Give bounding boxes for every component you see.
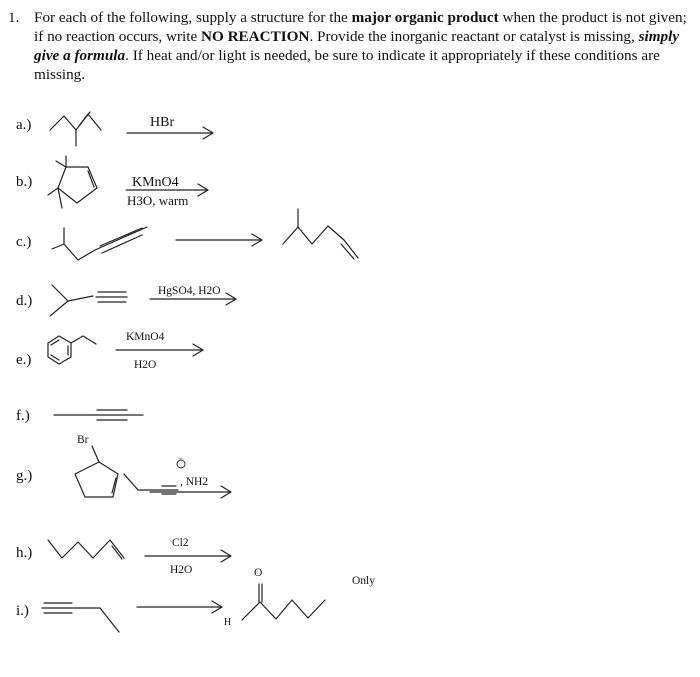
emphasis-formula: simply give a formula xyxy=(34,28,680,64)
question-number: 1. xyxy=(8,9,20,26)
part-i-note: Only xyxy=(352,575,375,587)
question-text-2: when the product is not given; if no reaction occurs, write xyxy=(34,9,687,45)
part-e-arrow xyxy=(116,344,203,356)
part-b-arrow xyxy=(126,184,208,196)
part-c-label: c.) xyxy=(16,234,32,250)
part-d-arrow xyxy=(150,293,236,305)
part-g-reactant-structure xyxy=(75,446,118,497)
question-text-1: For each of the following, supply a structure for the xyxy=(34,9,352,26)
part-g-alkyne-structure xyxy=(124,460,185,494)
part-i-reactant-structure xyxy=(42,603,119,632)
part-h-reactant-structure xyxy=(48,540,124,559)
part-i-oxygen-atom: O xyxy=(254,567,263,579)
part-c-product-structure xyxy=(283,209,358,259)
part-i-product-structure xyxy=(242,584,325,620)
part-e-reagent-bottom: H2O xyxy=(134,359,157,371)
part-g-substituent: Br xyxy=(77,434,89,446)
part-a-reactant-structure xyxy=(50,112,101,146)
part-h-reagent-top: Cl2 xyxy=(172,537,189,549)
part-i-hydrogen-atom: H xyxy=(224,617,232,628)
part-f-reactant-structure xyxy=(54,410,143,420)
part-f-label: f.) xyxy=(16,408,30,424)
part-i-arrow xyxy=(137,601,222,613)
part-b-reagent-top: KMnO4 xyxy=(132,175,179,190)
part-a-label: a.) xyxy=(16,117,32,133)
part-a-reagent: HBr xyxy=(150,115,175,130)
part-g-arrow xyxy=(150,486,231,498)
part-b-reactant-structure xyxy=(48,156,97,208)
emphasis-major-product: major organic product xyxy=(351,9,499,26)
part-e-label: e.) xyxy=(16,352,32,368)
part-h-arrow xyxy=(145,550,231,562)
part-e-reactant-structure xyxy=(48,336,96,364)
part-a-arrow xyxy=(127,127,213,139)
part-c-arrow xyxy=(176,234,262,246)
part-b-reagent-bottom: H3O, warm xyxy=(127,193,189,208)
part-i-label: i.) xyxy=(16,603,29,619)
part-d-reagent: HgSO4, H2O xyxy=(158,285,221,297)
part-b-label: b.) xyxy=(16,174,33,190)
part-g-charge: − xyxy=(178,453,184,463)
part-h-reagent-bottom: H2O xyxy=(170,564,193,576)
part-c-reactant-structure xyxy=(52,227,147,260)
part-g-reagent: , NH2 xyxy=(180,476,209,488)
part-d-reactant-structure xyxy=(50,285,127,316)
part-g-label: g.) xyxy=(16,468,33,484)
part-e-reagent-top: KMnO4 xyxy=(126,331,165,343)
part-d-label: d.) xyxy=(16,293,33,309)
emphasis-no-reaction: NO REACTION xyxy=(201,28,310,45)
part-h-label: h.) xyxy=(16,545,33,561)
question-text-3: . Provide the inorganic reactant or catalyst is missing, xyxy=(309,28,639,45)
question-text-4: . If heat and/or light is needed, be sure to indicate it appropriately if these conditions are missing. xyxy=(34,47,660,83)
